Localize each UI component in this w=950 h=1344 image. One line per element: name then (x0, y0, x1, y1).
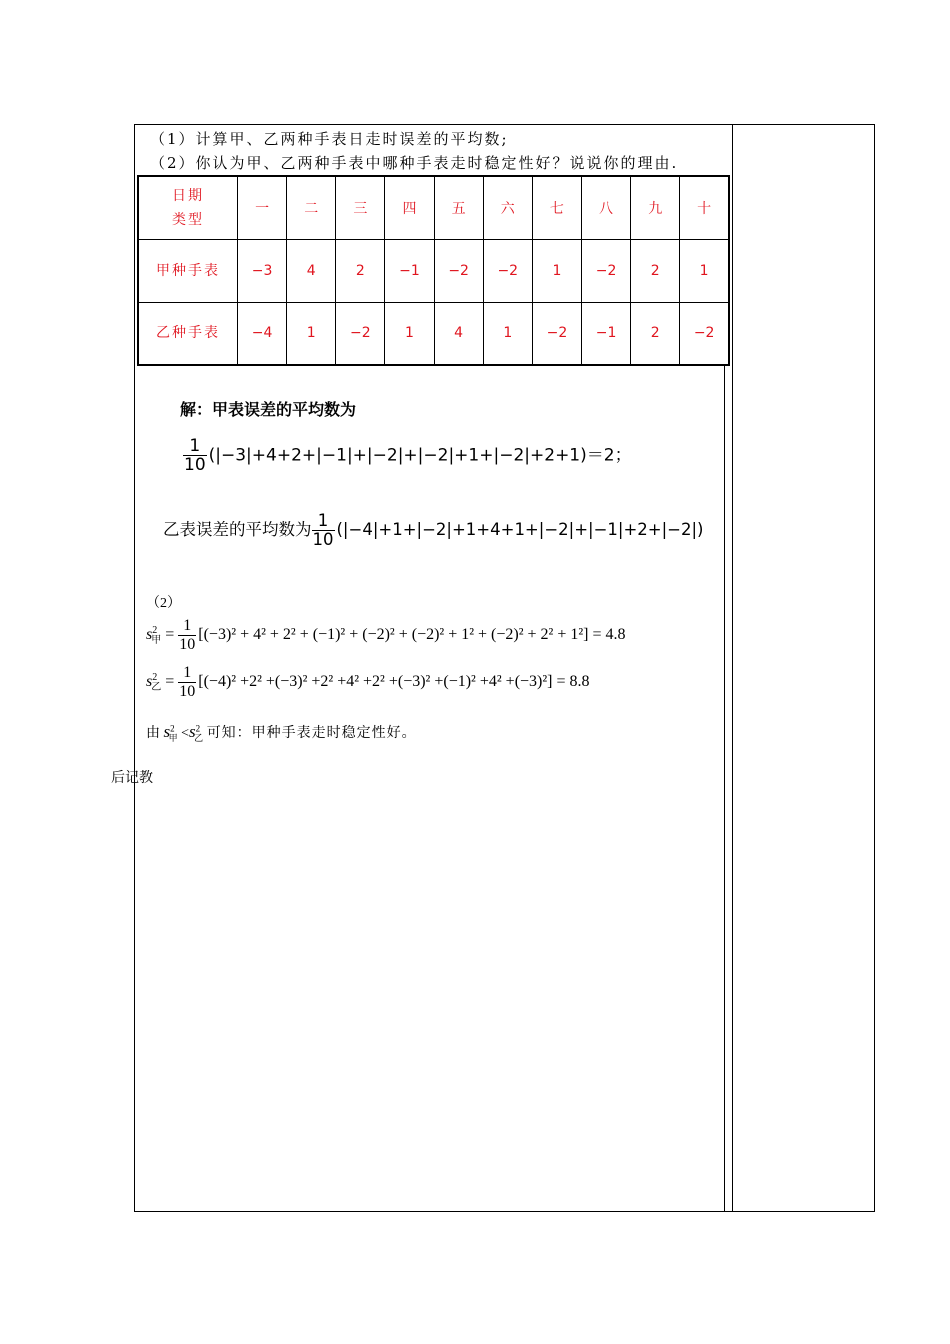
value-cell: 1 (483, 302, 532, 365)
side-label: 后记教 (111, 770, 153, 786)
value-cell: −3 (238, 239, 287, 302)
variance-yi-subscript: 乙 (151, 682, 162, 694)
value-cell: 2 (631, 239, 680, 302)
table-header-row (138, 176, 729, 239)
divider-gap (725, 389, 732, 575)
value-cell: 2 (336, 239, 385, 302)
row-label-yi: 乙种手表 (138, 302, 238, 365)
conclusion: 由 $s^2_甲 <s^2_乙$ 可知：甲种手表走时稳定性好。 (146, 722, 417, 743)
day-cell: 六 (483, 176, 532, 239)
variance-jia-expression: [(−3)² + 4² + 2² + (−1)² + (−2)² + (−2)² + 1² + (−2)² + 2² + 1²] = 4.8 (198, 626, 626, 644)
day-cell: 三 (336, 176, 385, 239)
variance-symbol: s (146, 673, 153, 691)
fraction-denominator: 10 (179, 636, 196, 653)
day-cell: 十 (680, 176, 729, 239)
variance-jia-subscript: 甲 (151, 635, 162, 647)
question-2: （2）你认为甲、乙两种手表中哪种手表走时稳定性好？说说你的理由. (150, 154, 679, 172)
yi-mean-label: 乙表误差的平均数为 (163, 520, 312, 539)
variance-symbol: s (163, 722, 171, 741)
fraction-numerator: 1 (178, 664, 196, 683)
solution-intro: 解：甲表误差的平均数为 (180, 400, 357, 419)
value-cell: −2 (434, 239, 483, 302)
fraction-denominator: 10 (312, 530, 334, 549)
day-cell: 一 (238, 176, 287, 239)
value-cell: −2 (483, 239, 532, 302)
value-cell: −1 (385, 239, 434, 302)
header-corner-cell (138, 176, 238, 239)
variance-jia-subscript: 甲 (168, 732, 178, 743)
fraction (312, 512, 335, 549)
value-cell: −2 (581, 239, 630, 302)
jia-mean-formula (183, 437, 632, 474)
value-cell: 4 (287, 239, 336, 302)
fraction-numerator: 1 (312, 512, 335, 531)
value-cell: 1 (287, 302, 336, 365)
value-cell: 2 (631, 302, 680, 365)
row-label-jia: 甲种手表 (138, 239, 238, 302)
conclusion-prefix: 由 (146, 726, 160, 741)
value-cell: −1 (581, 302, 630, 365)
fraction-denominator: 10 (184, 455, 206, 475)
value-cell: −2 (680, 302, 729, 365)
fraction-numerator: 1 (178, 617, 196, 636)
day-cell: 二 (287, 176, 336, 239)
error-table (137, 175, 730, 366)
question-1: （1）计算甲、乙两种手表日走时误差的平均数; (150, 130, 509, 148)
fraction (178, 664, 196, 701)
value-cell: 4 (434, 302, 483, 365)
header-date-label: 日期 (172, 187, 204, 204)
jia-mean-expression: (|−3|+4+2+|−1|+|−2|+|−2|+1+|−2|+2+1)＝2； (208, 445, 632, 466)
variance-jia-formula: $s^2_甲$ = $\frac{1}{10}$ [(−3)² + 4² + 2² + (−1)² + (−2)² + (−2)² + 1² + (−2)² + 2² + 1²] = 4.8 (146, 617, 626, 653)
value-cell: −2 (532, 302, 581, 365)
yi-mean-formula (163, 512, 704, 549)
table-row-yi (138, 302, 729, 365)
day-cell: 七 (532, 176, 581, 239)
value-cell: −2 (336, 302, 385, 365)
value-cell: 1 (532, 239, 581, 302)
conclusion-text: 可知：甲种手表走时稳定性好。 (206, 726, 417, 741)
value-cell: 1 (385, 302, 434, 365)
table-row-jia (138, 239, 729, 302)
day-cell: 八 (581, 176, 630, 239)
value-cell: −4 (238, 302, 287, 365)
day-cell: 九 (631, 176, 680, 239)
variance-yi-subscript: 乙 (194, 732, 204, 743)
variance-symbol: s (189, 722, 196, 741)
variance-symbol: s (146, 626, 153, 644)
fraction (183, 437, 207, 474)
value-cell: 1 (680, 239, 729, 302)
yi-mean-expression: (|−4|+1+|−2|+1+4+1+|−2|+|−1|+2+|−2|) (336, 520, 704, 539)
fraction-numerator: 1 (183, 437, 207, 456)
variance-yi-expression: [(−4)² +2² +(−3)² +2² +4² +2² +(−3)² +(−1)² +4² +(−3)²] = 8.8 (198, 673, 590, 691)
day-cell: 四 (385, 176, 434, 239)
fraction-denominator: 10 (179, 683, 196, 700)
header-type-label: 类型 (172, 211, 204, 228)
fraction (178, 617, 196, 654)
part-2-label: （2） (146, 596, 181, 611)
right-column-divider (732, 124, 733, 1212)
day-cell: 五 (434, 176, 483, 239)
variance-yi-formula: $s^2_乙$ = $\frac{1}{10}$ [(−4)² +2² +(−3)² +2² +4² +2² +(−3)² +(−1)² +4² +(−3)²] = 8.8 (146, 664, 590, 700)
